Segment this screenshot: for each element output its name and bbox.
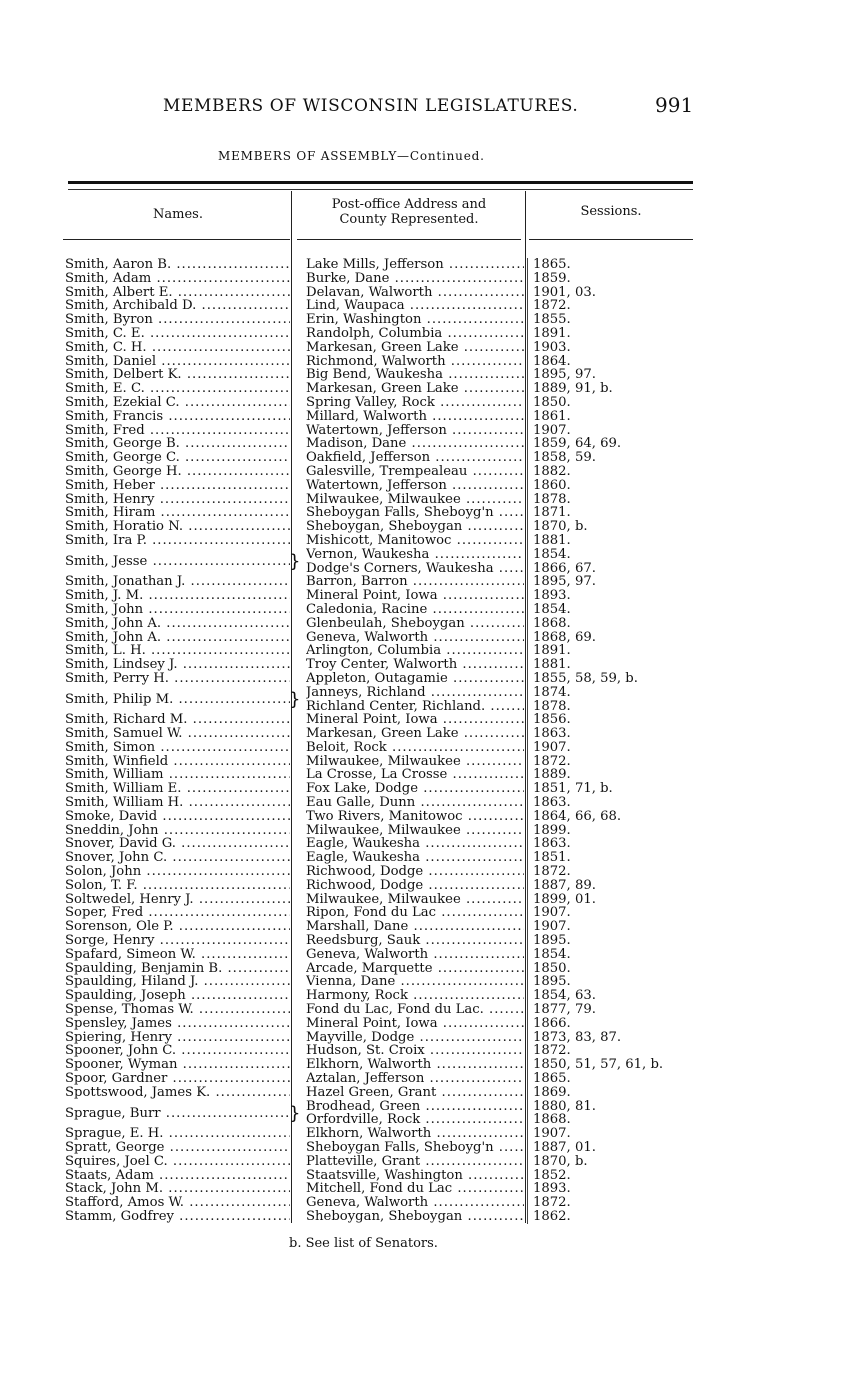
- member-sessions: 1854, 63.: [533, 988, 596, 1004]
- member-sessions: 1895.: [533, 974, 571, 990]
- member-sessions: 1861.: [533, 408, 571, 424]
- sessions-tick-rule: [527, 975, 528, 989]
- member-sessions: 1868.: [533, 615, 571, 631]
- member-sessions: 1899.: [533, 822, 571, 838]
- member-name: Smith, J. M. .....: [65, 589, 290, 603]
- sessions-tick-rule: [527, 631, 528, 645]
- sessions-tick-rule: [527, 1044, 528, 1058]
- member-name: Smith, L. H. .....: [65, 644, 290, 658]
- member-address: Barron, Barron .....: [306, 575, 524, 589]
- sessions-tick-rule: [527, 713, 528, 727]
- brace-glyph: }: [289, 550, 301, 572]
- member-name: Spottswood, James K. .....: [65, 1086, 290, 1100]
- member-address: Eagle, Waukesha .....: [306, 837, 524, 851]
- sessions-tick-rule: [527, 1169, 528, 1183]
- member-sessions: 1858, 59.: [533, 450, 596, 466]
- member-name: Spratt, George .....: [65, 1141, 290, 1155]
- member-address: Harmony, Rock .....: [306, 989, 524, 1003]
- sessions-tick-rule: [527, 396, 528, 410]
- member-name: Solon, John .....: [65, 865, 290, 879]
- member-address-line: Orfordville, Rock .....: [306, 1113, 524, 1127]
- running-head: MEMBERS OF WISCONSIN LEGISLATURES.: [163, 96, 579, 116]
- sessions-tick-rule: [527, 258, 528, 272]
- member-address: Geneva, Walworth .....: [306, 948, 524, 962]
- member-name: Smith, Daniel .....: [65, 355, 290, 369]
- member-sessions: 1865.: [533, 257, 571, 272]
- member-address: Appleton, Outagamie .....: [306, 672, 524, 686]
- sessions-tick-rule: [527, 851, 528, 865]
- member-name: Soper, Fred .....: [65, 906, 290, 920]
- sessions-tick-rule: [527, 837, 528, 851]
- member-sessions: 1893.: [533, 588, 571, 604]
- member-sessions: 1863.: [533, 836, 571, 852]
- member-name: Smith, Byron .....: [65, 313, 290, 327]
- member-address: Mineral Point, Iowa .....: [306, 1017, 524, 1031]
- sessions-tick-rule: [527, 1072, 528, 1086]
- member-name: Sneddin, John .....: [65, 824, 290, 838]
- member-name: Sorge, Henry .....: [65, 934, 290, 948]
- member-address: Sheboygan, Sheboygan .....: [306, 1210, 524, 1224]
- member-name: Smith, Perry H. .....: [65, 672, 290, 686]
- member-sessions: [533, 686, 733, 714]
- member-address: Beloit, Rock .....: [306, 741, 524, 755]
- member-name: Smith, Francis .....: [65, 410, 290, 424]
- member-sessions: 1889.: [533, 767, 571, 783]
- member-address: Richmond, Walworth .....: [306, 355, 524, 369]
- brace-glyph: }: [289, 1102, 301, 1124]
- member-name: Smith, Lindsey J. .....: [65, 658, 290, 672]
- member-name: Sorenson, Ole P. .....: [65, 920, 290, 934]
- member-address: Big Bend, Waukesha .....: [306, 368, 524, 382]
- member-address: Oakfield, Jefferson .....: [306, 451, 524, 465]
- member-address: Markesan, Green Lake .....: [306, 341, 524, 355]
- column-header-names: Names.: [153, 207, 203, 222]
- member-address: Watertown, Jefferson .....: [306, 424, 524, 438]
- header-rule-sessions: [529, 239, 693, 240]
- member-name: Smith, Horatio N. .....: [65, 520, 290, 534]
- header-rule-address: [297, 239, 521, 240]
- member-address: Lind, Waupaca .....: [306, 299, 524, 313]
- brace-glyph: }: [289, 688, 301, 710]
- member-address: Vienna, Dane .....: [306, 975, 524, 989]
- member-address: Milwaukee, Milwaukee .....: [306, 824, 524, 838]
- member-name: Squires, Joel C. .....: [65, 1155, 290, 1169]
- member-sessions: 1859.: [533, 270, 571, 286]
- member-sessions: 1850, 51, 57, 61, b.: [533, 1057, 664, 1073]
- member-address: Madison, Dane .....: [306, 437, 524, 451]
- sessions-tick-rule: [527, 548, 528, 576]
- member-name: Snover, John C. .....: [65, 851, 290, 865]
- sessions-tick-rule: [527, 810, 528, 824]
- member-sessions: 1873, 83, 87.: [533, 1029, 622, 1045]
- member-address: Mayville, Dodge .....: [306, 1031, 524, 1045]
- member-sessions: 1865.: [533, 1071, 571, 1087]
- member-address: Spring Valley, Rock .....: [306, 396, 524, 410]
- member-name: Smith, Samuel W. .....: [65, 727, 290, 741]
- sessions-tick-rule: [527, 286, 528, 300]
- member-name: Spaulding, Hiland J. .....: [65, 975, 290, 989]
- member-address: Randolph, Columbia .....: [306, 327, 524, 341]
- member-address: Caledonia, Racine .....: [306, 603, 524, 617]
- member-address: Elkhorn, Walworth .....: [306, 1058, 524, 1072]
- member-sessions: 1851.: [533, 850, 571, 866]
- member-sessions: 1870, b.: [533, 1153, 588, 1169]
- member-name: Smith, Ezekial C. .....: [65, 396, 290, 410]
- member-sessions: 1903.: [533, 339, 571, 355]
- member-address: Ripon, Fond du Lac .....: [306, 906, 524, 920]
- sessions-tick-rule: [527, 727, 528, 741]
- member-address: Glenbeulah, Sheboygan .....: [306, 617, 524, 631]
- sessions-tick-rule: [527, 355, 528, 369]
- member-name: Spooner, Wyman .....: [65, 1058, 290, 1072]
- member-name: Spafard, Simeon W. .....: [65, 948, 290, 962]
- member-sessions: 1878.: [533, 491, 571, 507]
- member-name: Smith, George H. .....: [65, 465, 290, 479]
- member-sessions: 1907.: [533, 422, 571, 438]
- member-name: Smith, William E. .....: [65, 782, 290, 796]
- member-name: Sprague, E. H. .....: [65, 1127, 290, 1141]
- column-header-address-line1: Post-office Address and: [331, 197, 487, 212]
- member-name: Smith, Aaron B. .....: [65, 258, 290, 272]
- sessions-tick-rule: [527, 313, 528, 327]
- member-address: Fox Lake, Dodge .....: [306, 782, 524, 796]
- member-sessions: 1877, 79.: [533, 1002, 596, 1018]
- member-sessions: 1856.: [533, 712, 571, 728]
- member-name: Smith, Fred .....: [65, 424, 290, 438]
- member-name: Smith, Simon .....: [65, 741, 290, 755]
- member-address: Reedsburg, Sauk .....: [306, 934, 524, 948]
- member-name: Smoke, David .....: [65, 810, 290, 824]
- column-header-address: [297, 197, 521, 227]
- sessions-tick-rule: [527, 465, 528, 479]
- sessions-tick-rule: [527, 934, 528, 948]
- member-address: Erin, Washington .....: [306, 313, 524, 327]
- member-name: Stafford, Amos W. .....: [65, 1196, 290, 1210]
- member-sessions: 1870, b.: [533, 519, 588, 535]
- member-sessions: 1850.: [533, 960, 571, 976]
- member-sessions: 1889, 91, b.: [533, 381, 613, 397]
- sessions-tick-rule: [527, 1210, 528, 1224]
- sessions-tick-rule: [527, 768, 528, 782]
- member-sessions: [533, 1100, 733, 1128]
- member-address: Geneva, Walworth .....: [306, 1196, 524, 1210]
- sessions-tick-rule: [527, 893, 528, 907]
- member-address: Arcade, Marquette .....: [306, 962, 524, 976]
- member-sessions: 1907.: [533, 905, 571, 921]
- member-name: Spoor, Gardner .....: [65, 1072, 290, 1086]
- sessions-tick-rule: [527, 686, 528, 714]
- sessions-tick-rule: [527, 1141, 528, 1155]
- member-address: [306, 1100, 524, 1128]
- member-name: Smith, Ira P. .....: [65, 534, 290, 548]
- member-sessions: 1907.: [533, 1126, 571, 1142]
- member-sessions: 1864, 66, 68.: [533, 808, 622, 824]
- member-name: Smith, Jesse .....: [65, 552, 290, 572]
- sessions-tick-rule: [527, 755, 528, 769]
- sessions-tick-rule: [527, 672, 528, 686]
- sessions-tick-rule: [527, 520, 528, 534]
- member-sessions: 1864.: [533, 353, 571, 369]
- member-name: Smith, John .....: [65, 603, 290, 617]
- sessions-tick-rule: [527, 424, 528, 438]
- sessions-tick-rule: [527, 948, 528, 962]
- member-address: Sheboygan Falls, Sheboyg'n .....: [306, 1141, 524, 1155]
- member-sessions: 1882.: [533, 463, 571, 479]
- member-name: Smith, George C. .....: [65, 451, 290, 465]
- sessions-tick-rule: [527, 1003, 528, 1017]
- member-name: Smith, John A. .....: [65, 631, 290, 645]
- member-sessions: 1881.: [533, 657, 571, 673]
- member-name: Smith, William .....: [65, 768, 290, 782]
- top-rule-thick: [68, 181, 693, 184]
- member-sessions: 1899, 01.: [533, 891, 596, 907]
- member-sessions-line: 1874.: [533, 684, 571, 700]
- member-address: Fond du Lac, Fond du Lac. .....: [306, 1003, 524, 1017]
- member-sessions: 1854.: [533, 601, 571, 617]
- sessions-tick-rule: [527, 1017, 528, 1031]
- member-address: Richwood, Dodge .....: [306, 879, 524, 893]
- member-sessions: 1855.: [533, 312, 571, 328]
- member-address: Lake Mills, Jefferson .....: [306, 258, 524, 272]
- member-sessions: 1863.: [533, 726, 571, 742]
- sessions-tick-rule: [527, 1031, 528, 1045]
- sessions-tick-rule: [527, 658, 528, 672]
- member-sessions: 1872.: [533, 298, 571, 314]
- member-name: Stack, John M. .....: [65, 1182, 290, 1196]
- member-sessions: 1881.: [533, 532, 571, 548]
- sessions-tick-rule: [527, 299, 528, 313]
- member-sessions: 1907.: [533, 739, 571, 755]
- member-address: Sheboygan Falls, Sheboyg'n .....: [306, 506, 524, 520]
- sessions-tick-rule: [527, 410, 528, 424]
- member-address: Two Rivers, Manitowoc .....: [306, 810, 524, 824]
- member-address: Mitchell, Fond du Lac .....: [306, 1182, 524, 1196]
- member-sessions: 1872.: [533, 753, 571, 769]
- member-address: Staatsville, Washington .....: [306, 1169, 524, 1183]
- member-address: Mineral Point, Iowa .....: [306, 713, 524, 727]
- member-address: Milwaukee, Milwaukee .....: [306, 493, 524, 507]
- member-address-line: Dodge's Corners, Waukesha .....: [306, 562, 524, 576]
- member-name: Smith, Richard M. .....: [65, 713, 290, 727]
- member-sessions: 1852.: [533, 1167, 571, 1183]
- sessions-tick-rule: [527, 479, 528, 493]
- member-name: Spooner, John C. .....: [65, 1044, 290, 1058]
- member-name: Smith, E. C. .....: [65, 382, 290, 396]
- column-header-sessions: Sessions.: [580, 204, 642, 219]
- member-name: Smith, Philip M. .....: [65, 690, 290, 710]
- section-subhead: MEMBERS OF ASSEMBLY—Continued.: [218, 149, 485, 163]
- member-sessions: 1866.: [533, 1015, 571, 1031]
- member-address: Hudson, St. Croix .....: [306, 1044, 524, 1058]
- member-address: Arlington, Columbia .....: [306, 644, 524, 658]
- member-name: Staats, Adam .....: [65, 1169, 290, 1183]
- member-name: Smith, Jonathan J. .....: [65, 575, 290, 589]
- member-sessions: 1851, 71, b.: [533, 781, 613, 797]
- member-address: Mineral Point, Iowa .....: [306, 589, 524, 603]
- member-address: Milwaukee, Milwaukee .....: [306, 893, 524, 907]
- member-sessions: 1895, 97.: [533, 367, 596, 383]
- sessions-tick-rule: [527, 437, 528, 451]
- member-sessions-line: 1868.: [533, 1112, 571, 1128]
- member-address: Sheboygan, Sheboygan .....: [306, 520, 524, 534]
- member-address-line: Janneys, Richland .....: [306, 686, 524, 700]
- member-address: [306, 548, 524, 576]
- member-address: Platteville, Grant .....: [306, 1155, 524, 1169]
- member-sessions: 1893.: [533, 1181, 571, 1197]
- member-address: Galesville, Trempealeau .....: [306, 465, 524, 479]
- member-name: Smith, Albert E. .....: [65, 286, 290, 300]
- sessions-tick-rule: [527, 1086, 528, 1100]
- member-sessions: 1895, 97.: [533, 574, 596, 590]
- sessions-tick-rule: [527, 603, 528, 617]
- member-address: [306, 686, 524, 714]
- sessions-tick-rule: [527, 272, 528, 286]
- member-address: Marshall, Dane .....: [306, 920, 524, 934]
- member-address: La Crosse, La Crosse .....: [306, 768, 524, 782]
- member-sessions: 1850.: [533, 394, 571, 410]
- member-address: Geneva, Walworth .....: [306, 631, 524, 645]
- member-name: Smith, Heber .....: [65, 479, 290, 493]
- sessions-tick-rule: [527, 575, 528, 589]
- member-address: Delavan, Walworth .....: [306, 286, 524, 300]
- member-sessions: 1891.: [533, 325, 571, 341]
- member-sessions-line: 1878.: [533, 698, 571, 714]
- member-sessions: 1871.: [533, 505, 571, 521]
- member-sessions-line: 1880, 81.: [533, 1098, 596, 1114]
- member-sessions: 1887, 89.: [533, 877, 596, 893]
- member-sessions: 1872.: [533, 864, 571, 880]
- member-sessions-line: 1866, 67.: [533, 560, 596, 576]
- member-address-line: Vernon, Waukesha .....: [306, 548, 524, 562]
- member-name: Sprague, Burr .....: [65, 1104, 290, 1124]
- member-sessions: 1854.: [533, 946, 571, 962]
- member-name: Spiering, Henry .....: [65, 1031, 290, 1045]
- member-address: Eagle, Waukesha .....: [306, 851, 524, 865]
- sessions-tick-rule: [527, 644, 528, 658]
- member-name: Snover, David G. .....: [65, 837, 290, 851]
- member-address-line: Richland Center, Richland. .....: [306, 700, 524, 714]
- member-name: Smith, Henry .....: [65, 493, 290, 507]
- member-sessions: 1855, 58, 59, b.: [533, 670, 638, 686]
- member-sessions: 1895.: [533, 933, 571, 949]
- sessions-tick-rule: [527, 796, 528, 810]
- member-address: Burke, Dane .....: [306, 272, 524, 286]
- column-header-address-line2: County Represented.: [339, 212, 479, 227]
- member-address: Troy Center, Walworth .....: [306, 658, 524, 672]
- member-address: Aztalan, Jefferson .....: [306, 1072, 524, 1086]
- sessions-tick-rule: [527, 1196, 528, 1210]
- column-divider-right: [525, 191, 526, 1223]
- member-name: Smith, Archibald D. .....: [65, 299, 290, 313]
- member-name: Smith, Hiram .....: [65, 506, 290, 520]
- member-address: Millard, Walworth .....: [306, 410, 524, 424]
- member-name: Spensley, James .....: [65, 1017, 290, 1031]
- sessions-tick-rule: [527, 920, 528, 934]
- sessions-tick-rule: [527, 382, 528, 396]
- sessions-tick-rule: [527, 1127, 528, 1141]
- member-name: Smith, George B. .....: [65, 437, 290, 451]
- member-sessions: 1872.: [533, 1195, 571, 1211]
- sessions-tick-rule: [527, 865, 528, 879]
- sessions-tick-rule: [527, 1100, 528, 1128]
- member-address: Milwaukee, Milwaukee .....: [306, 755, 524, 769]
- sessions-tick-rule: [527, 534, 528, 548]
- sessions-tick-rule: [527, 906, 528, 920]
- member-name: Spense, Thomas W. .....: [65, 1003, 290, 1017]
- member-name: Smith, C. E. .....: [65, 327, 290, 341]
- sessions-tick-rule: [527, 741, 528, 755]
- member-name: Smith, William H. .....: [65, 796, 290, 810]
- sessions-tick-rule: [527, 989, 528, 1003]
- top-rule-thin: [68, 189, 693, 190]
- sessions-tick-rule: [527, 506, 528, 520]
- sessions-tick-rule: [527, 1182, 528, 1196]
- member-sessions: 1868, 69.: [533, 629, 596, 645]
- member-address-line: Brodhead, Green .....: [306, 1100, 524, 1114]
- footnote: b. See list of Senators.: [289, 1236, 438, 1251]
- member-name: Solon, T. F. .....: [65, 879, 290, 893]
- member-name: Smith, Winfield .....: [65, 755, 290, 769]
- member-name: Smith, Delbert K. .....: [65, 368, 290, 382]
- member-sessions: 1860.: [533, 477, 571, 493]
- member-sessions: 1907.: [533, 919, 571, 935]
- member-address: Eau Galle, Dunn .....: [306, 796, 524, 810]
- member-name: Stamm, Godfrey .....: [65, 1210, 290, 1224]
- member-address: Watertown, Jefferson .....: [306, 479, 524, 493]
- member-address: Hazel Green, Grant .....: [306, 1086, 524, 1100]
- sessions-tick-rule: [527, 962, 528, 976]
- member-name: Smith, C. H. .....: [65, 341, 290, 355]
- sessions-tick-rule: [527, 879, 528, 893]
- sessions-tick-rule: [527, 1155, 528, 1169]
- sessions-tick-rule: [527, 824, 528, 838]
- member-sessions-line: 1854.: [533, 546, 571, 562]
- member-address: Markesan, Green Lake .....: [306, 727, 524, 741]
- member-address: Richwood, Dodge .....: [306, 865, 524, 879]
- sessions-tick-rule: [527, 589, 528, 603]
- member-sessions: 1863.: [533, 795, 571, 811]
- member-sessions: 1891.: [533, 643, 571, 659]
- member-sessions: 1862.: [533, 1208, 571, 1224]
- member-name: Smith, Adam .....: [65, 272, 290, 286]
- header-rule-names: [63, 239, 290, 240]
- member-sessions: 1872.: [533, 1043, 571, 1059]
- member-name: Spaulding, Joseph .....: [65, 989, 290, 1003]
- sessions-tick-rule: [527, 493, 528, 507]
- sessions-tick-rule: [527, 617, 528, 631]
- sessions-tick-rule: [527, 341, 528, 355]
- sessions-tick-rule: [527, 451, 528, 465]
- member-sessions: 1901, 03.: [533, 284, 596, 300]
- member-sessions: [533, 548, 733, 576]
- member-sessions: 1869.: [533, 1084, 571, 1100]
- member-name: Smith, John A. .....: [65, 617, 290, 631]
- member-address: Markesan, Green Lake .....: [306, 382, 524, 396]
- page-number: 991: [655, 93, 694, 117]
- member-name: Spaulding, Benjamin B. .....: [65, 962, 290, 976]
- member-address: Elkhorn, Walworth .....: [306, 1127, 524, 1141]
- sessions-tick-rule: [527, 327, 528, 341]
- sessions-tick-rule: [527, 782, 528, 796]
- member-name: Soltwedel, Henry J. .....: [65, 893, 290, 907]
- member-sessions: 1887, 01.: [533, 1140, 596, 1155]
- sessions-tick-rule: [527, 368, 528, 382]
- sessions-tick-rule: [527, 1058, 528, 1072]
- member-sessions: 1859, 64, 69.: [533, 436, 622, 452]
- member-address: Mishicott, Manitowoc .....: [306, 534, 524, 548]
